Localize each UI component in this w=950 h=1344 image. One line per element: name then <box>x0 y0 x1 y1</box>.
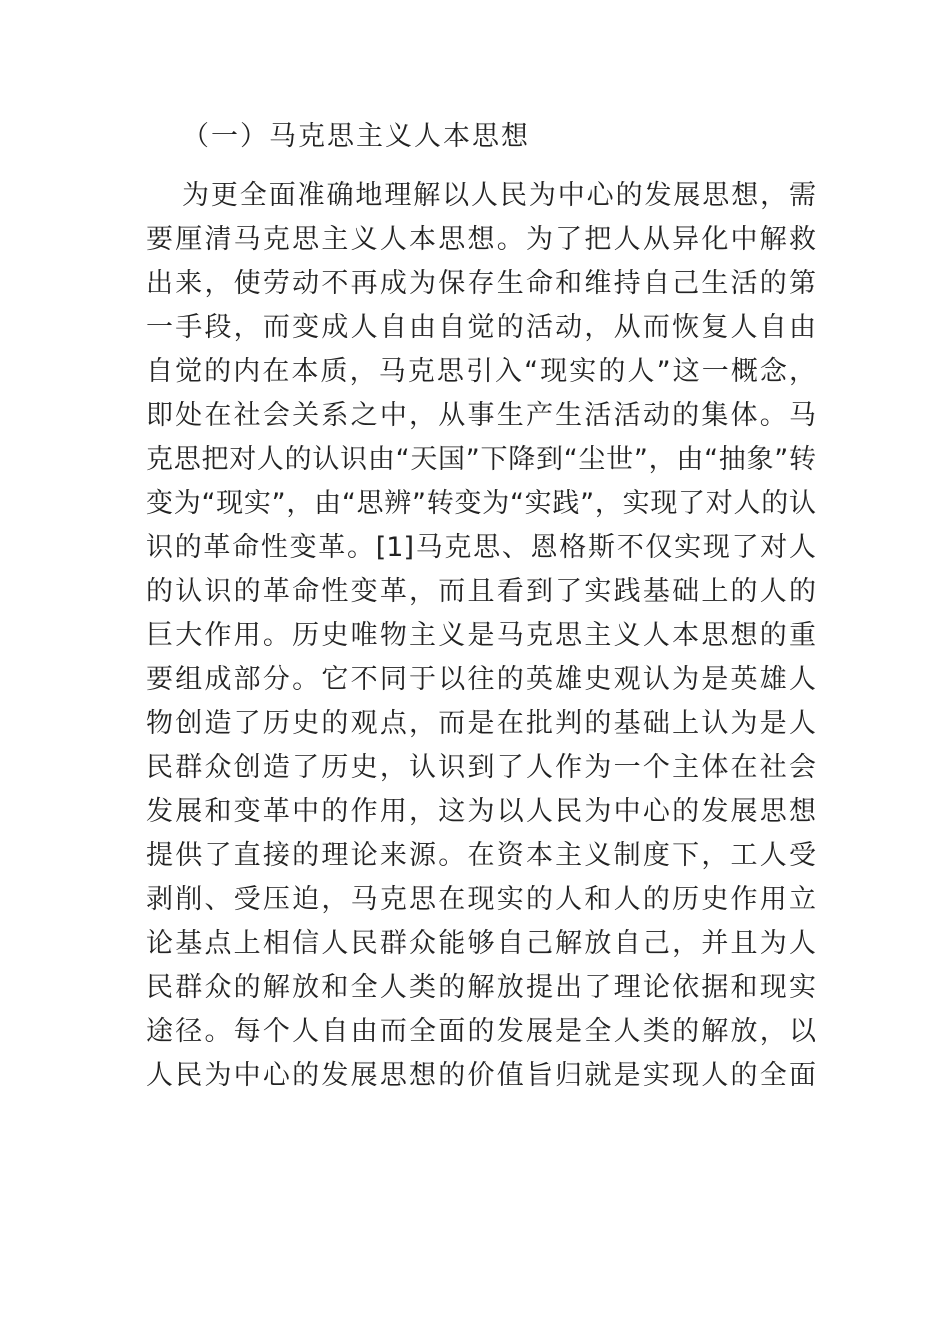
text-line: 识的革命性变革。[1]马克思、恩格斯不仅实现了对人 <box>146 532 816 563</box>
section-heading: （一）马克思主义人本思想 <box>182 121 530 152</box>
text-line: 出来，使劳动不再成为保存生命和维持自己生活的第 <box>146 268 816 299</box>
text-line: 民群众的解放和全人类的解放提出了理论依据和现实 <box>146 972 816 1003</box>
text-line: 为更全面准确地理解以人民为中心的发展思想，需 <box>182 180 816 211</box>
text-line: 人民为中心的发展思想的价值旨归就是实现人的全面 <box>146 1060 816 1091</box>
text-line: 一手段，而变成人自由自觉的活动，从而恢复人自由 <box>146 312 816 343</box>
text-line: 剥削、受压迫，马克思在现实的人和人的历史作用立 <box>146 884 816 915</box>
text-line: 物创造了历史的观点，而是在批判的基础上认为是人 <box>146 708 816 739</box>
text-line: 要组成部分。它不同于以往的英雄史观认为是英雄人 <box>146 664 816 695</box>
text-line: 民群众创造了历史，认识到了人作为一个主体在社会 <box>146 752 816 783</box>
text-line: 克思把对人的认识由“天国”下降到“尘世”，由“抽象”转 <box>146 444 816 475</box>
text-line: 途径。每个人自由而全面的发展是全人类的解放，以 <box>146 1016 816 1047</box>
text-line: 的认识的革命性变革，而且看到了实践基础上的人的 <box>146 576 816 607</box>
body-paragraph <box>146 174 816 1098</box>
text-line: 要厘清马克思主义人本思想。为了把人从异化中解救 <box>146 224 816 255</box>
text-line: 即处在社会关系之中，从事生产生活活动的集体。马 <box>146 400 816 431</box>
text-line: 巨大作用。历史唯物主义是马克思主义人本思想的重 <box>146 620 816 651</box>
text-line: 自觉的内在本质，马克思引入“现实的人”这一概念， <box>146 356 816 387</box>
text-line: 变为“现实”，由“思辨”转变为“实践”，实现了对人的认 <box>146 488 816 519</box>
text-line: 提供了直接的理论来源。在资本主义制度下，工人受 <box>146 840 816 871</box>
text-line: 论基点上相信人民群众能够自己解放自己，并且为人 <box>146 928 816 959</box>
text-line: 发展和变革中的作用，这为以人民为中心的发展思想 <box>146 796 816 827</box>
